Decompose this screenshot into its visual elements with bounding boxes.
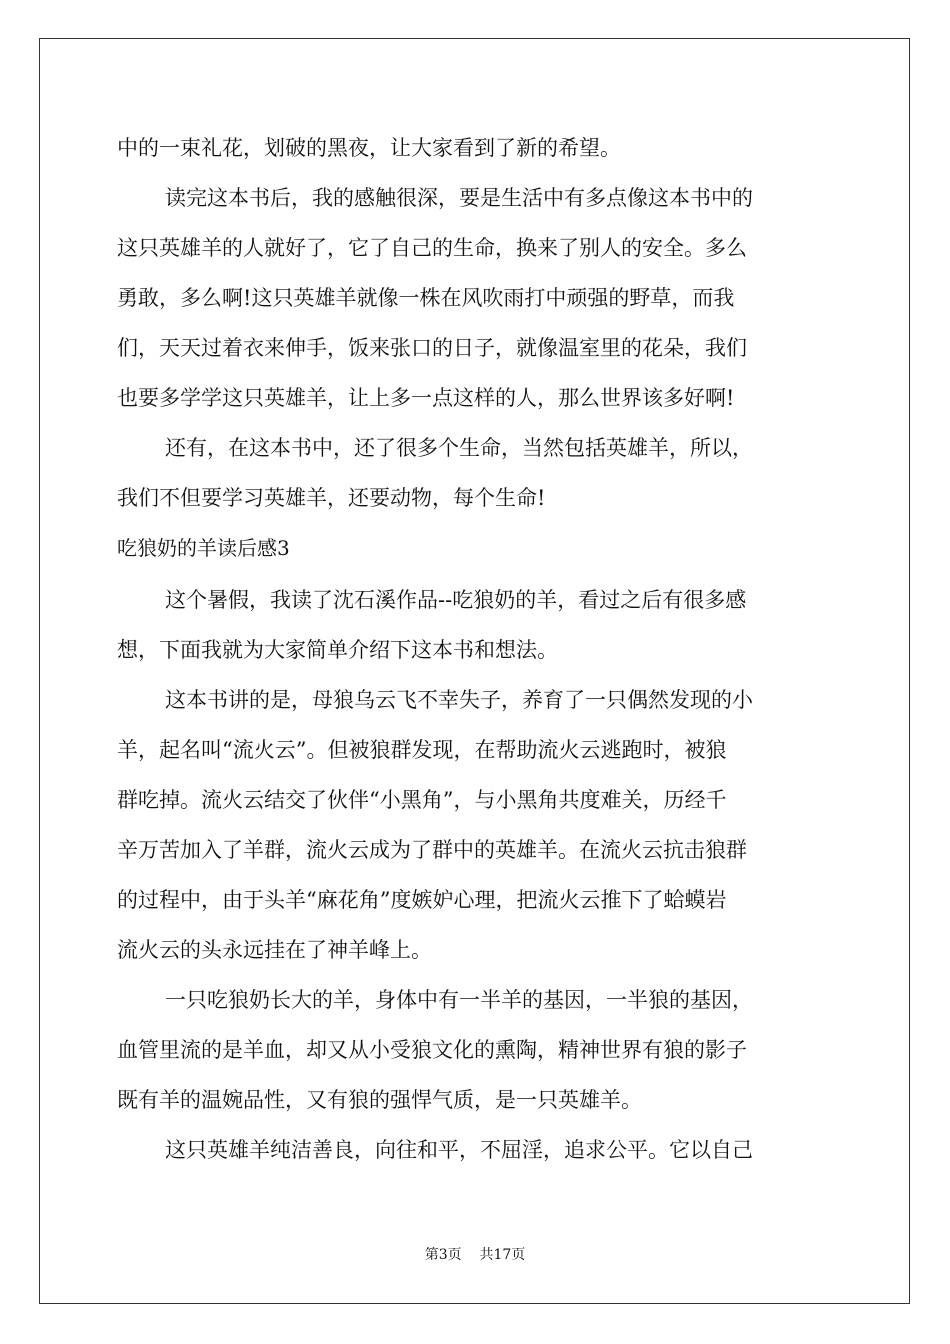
page-number: 第3页 共17页 <box>424 1247 526 1263</box>
text-line: 勇敢，多么啊!这只英雄羊就像一株在风吹雨打中顽强的野草，而我 <box>117 286 735 310</box>
text-line: 这只英雄羊的人就好了，它了自己的生命，换来了别人的安全。多么 <box>117 236 747 260</box>
text-line: 们，天天过着衣来伸手，饭来张口的日子，就像温室里的花朵，我们 <box>117 336 747 360</box>
text-line: 群吃掉。流火云结交了伙伴“小黑角”，与小黑角共度难关，历经千 <box>117 788 727 812</box>
text-line: 我们不但要学习英雄羊，还要动物，每个生命! <box>117 486 546 510</box>
text-line: 这本书讲的是，母狼乌云飞不幸失子，养育了一只偶然发现的小 <box>165 688 753 712</box>
text-line: 想，下面我就为大家简单介绍下这本书和想法。 <box>117 638 558 662</box>
text-line: 一只吃狼奶长大的羊，身体中有一半羊的基因，一半狼的基因， <box>165 988 753 1012</box>
text-line: 读完这本书后，我的感触很深，要是生活中有多点像这本书中的 <box>165 186 753 210</box>
text-line: 辛万苦加入了羊群，流火云成为了群中的英雄羊。在流火云抗击狼群 <box>117 838 747 862</box>
text-line: 血管里流的是羊血，却又从小受狼文化的熏陶，精神世界有狼的影子 <box>117 1038 747 1062</box>
text-line: 还有，在这本书中，还了很多个生命，当然包括英雄羊，所以， <box>165 436 753 460</box>
text-line: 的过程中，由于头羊“麻花角”度嫉妒心理，把流火云推下了蛤蟆岩 <box>117 888 727 912</box>
text-line: 流火云的头永远挂在了神羊峰上。 <box>117 938 432 962</box>
text-line: 既有羊的温婉品性，又有狼的强悍气质，是一只英雄羊。 <box>117 1088 642 1112</box>
text-line: 这个暑假，我读了沈石溪作品--吃狼奶的羊，看过之后有很多感 <box>165 588 747 612</box>
document-body <box>117 130 837 1182</box>
text-line: 这只英雄羊纯洁善良，向往和平，不屈淫，追求公平。它以自己 <box>165 1138 753 1162</box>
text-line: 羊，起名叫“流火云”。但被狼群发现，在帮助流火云逃跑时，被狼 <box>117 738 727 762</box>
section-title: 吃狼奶的羊读后感3 <box>117 536 290 560</box>
text-line: 中的一束礼花，划破的黑夜，让大家看到了新的希望。 <box>117 136 621 160</box>
text-line: 也要多学学这只英雄羊，让上多一点这样的人，那么世界该多好啊! <box>117 386 735 410</box>
